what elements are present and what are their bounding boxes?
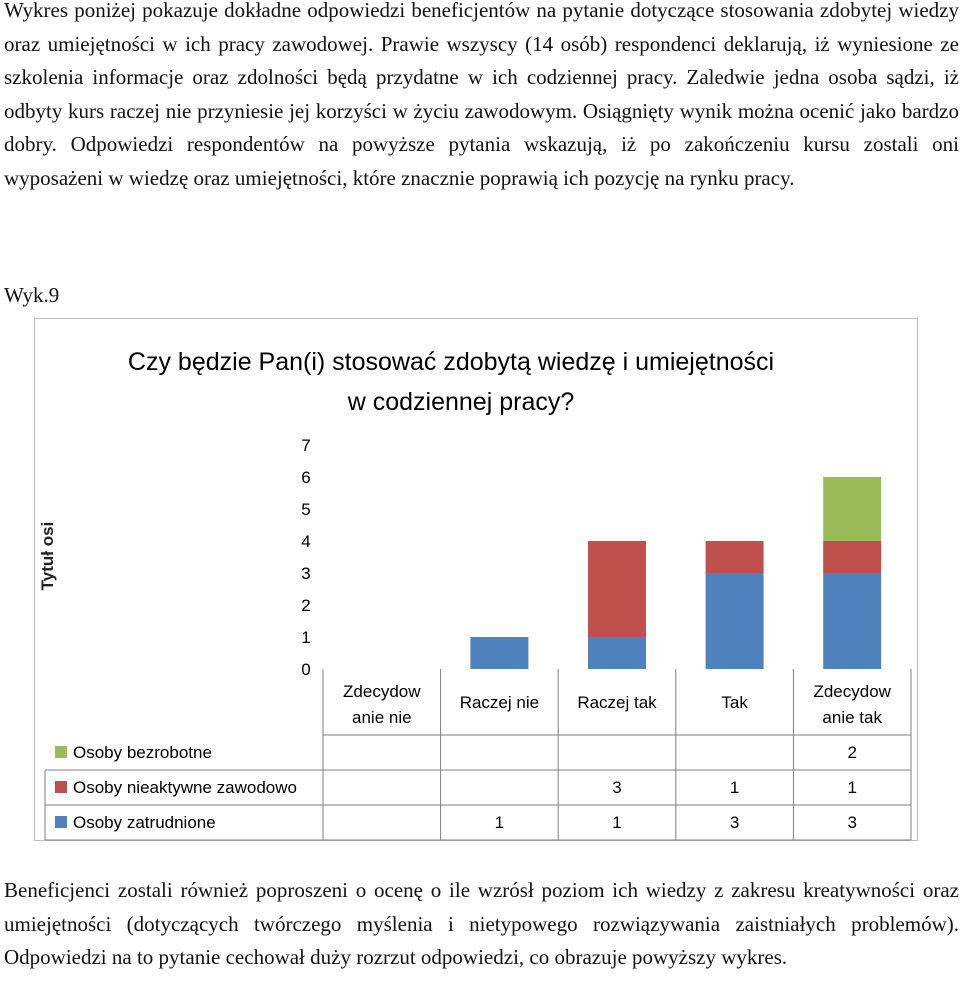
legend-swatch xyxy=(55,781,67,793)
figure-caption: Wyk.9 xyxy=(4,283,60,307)
chart-title-line2: w codziennej pracy? xyxy=(347,388,575,416)
x-category-label: anie nie xyxy=(352,708,412,727)
chart-title-line1: Czy będzie Pan(i) stosować zdobytą wiedzę i umiejętności xyxy=(127,348,775,376)
bar-segment xyxy=(588,637,646,669)
y-tick-label: 5 xyxy=(301,500,311,519)
bar-segment xyxy=(706,573,764,669)
table-value-label: 1 xyxy=(612,813,622,832)
x-category-label: Raczej nie xyxy=(459,693,540,712)
bar-segment xyxy=(470,637,528,669)
y-tick-label: 7 xyxy=(301,436,311,455)
legend-label: Osoby nieaktywne zawodowo xyxy=(73,778,297,797)
table-value-label: 3 xyxy=(729,813,740,832)
legend-label: Osoby zatrudnione xyxy=(73,813,216,832)
legend-swatch xyxy=(55,746,67,758)
intro-paragraph: Wykres poniżej pokazuje dokładne odpowiedzi beneficjentów na pytanie dotyczące stosowania zdobytej wiedzy oraz umiejętności w ich pracy zawodowej. Prawie wszyscy (14 osób) respondenci deklarują, iż wyniesione ze szkolenia informacje oraz zdolności będą przydatne w ich codziennej pracy. Zaledwie jedna osoba sądzi, iż odbyty kurs raczej nie przyniesie jej korzyści w życiu zawodowym. Osiągnięty wynik można ocenić jako bardzo dobry. Odpowiedzi respondentów na powyższe pytania wskazują, iż po zakończeniu kursu zostali oni wyposażeni w wiedzę oraz umiejętności, które znacznie poprawią ich pozycję na rynku pracy. xyxy=(4,0,959,190)
x-category-label: Zdecydow xyxy=(343,682,421,701)
legend-label: Osoby bezrobotne xyxy=(73,743,212,762)
bar-segment xyxy=(823,477,881,541)
x-category-label: anie tak xyxy=(822,708,882,727)
bars xyxy=(470,477,881,669)
legend-swatch xyxy=(55,816,67,828)
table-value-label: 1 xyxy=(847,778,857,797)
y-tick-label: 6 xyxy=(301,468,311,487)
y-axis-title: Tytuł osi xyxy=(38,521,57,591)
y-tick-label: 3 xyxy=(301,564,311,583)
x-category-label: Tak xyxy=(721,693,748,712)
x-axis-labels xyxy=(343,682,892,727)
table-value-label: 1 xyxy=(494,813,505,832)
y-tick-label: 4 xyxy=(301,532,311,551)
table-value-label: 1 xyxy=(729,778,740,797)
x-category-label: Zdecydow xyxy=(813,682,891,701)
chart-frame xyxy=(34,318,918,841)
x-category-label: Raczej tak xyxy=(577,693,657,712)
bar-segment xyxy=(823,541,881,573)
y-tick-label: 0 xyxy=(301,660,311,679)
y-tick-label: 1 xyxy=(301,628,311,647)
table-value-label: 3 xyxy=(847,813,857,832)
closing-paragraph: Beneficjenci zostali również poproszeni o ocenę o ile wzrósł poziom ich wiedzy z zakresu kreatywności oraz umiejętności (dotyczących twórczego myślenia i nietypowego rozwiązywania zaistniałych problemów). Odpowiedzi na to pytanie cechował duży rozrzut odpowiedzi, co obrazuje powyższy wykres. xyxy=(4,878,959,969)
bar-segment xyxy=(588,541,646,637)
table-value-label: 3 xyxy=(612,778,622,797)
table-value-label: 2 xyxy=(847,743,857,762)
bar-segment xyxy=(823,573,881,669)
y-axis-ticks xyxy=(301,436,310,679)
y-tick-label: 2 xyxy=(301,596,311,615)
stacked-bar-chart xyxy=(35,319,919,842)
bar-segment xyxy=(706,541,764,573)
